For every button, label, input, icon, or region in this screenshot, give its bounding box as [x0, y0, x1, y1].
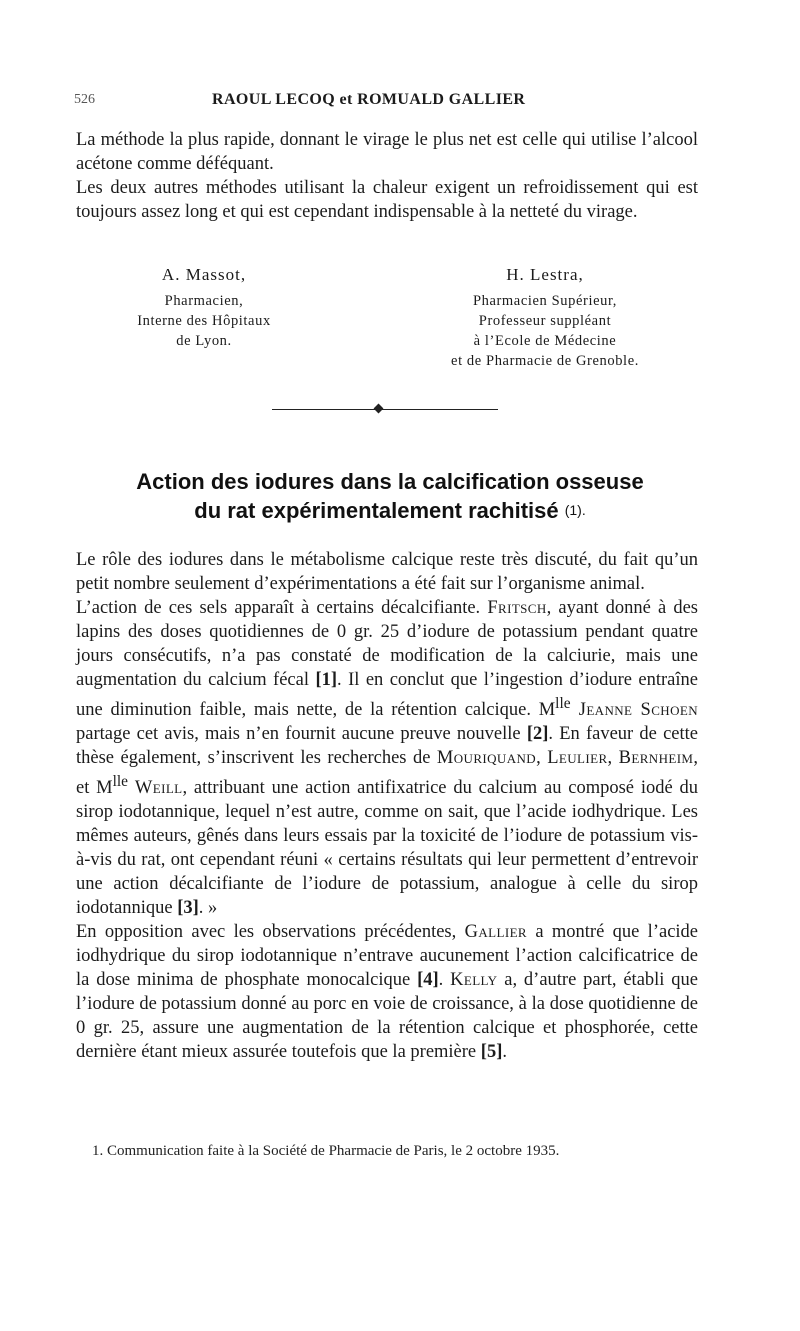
- separator-line: [272, 409, 498, 410]
- signature-left-line: Interne des Hôpitaux: [137, 313, 271, 329]
- intro-text: [76, 128, 698, 224]
- text-run: En opposition avec les observations précédentes,: [76, 922, 465, 943]
- author-name: Fritsch: [487, 598, 547, 618]
- article-title-line-2-text: du rat expérimentalement rachitisé: [194, 498, 559, 523]
- title-abbrev-superscript: lle: [555, 695, 571, 712]
- signature-right-name: H. Lestra,: [506, 265, 584, 284]
- text-run: a, d’autre part, établi que l’iodure de potassium donné au porc en voie de croissance, à la dose quotidienne de 0 gr. 25, assure une augmentation de la rétention calcique et phosphorée, cette dernière étant mieux assurée toutefois que la première: [76, 970, 698, 1063]
- running-title: RAOUL LECOQ et ROMUALD GALLIER: [212, 91, 526, 108]
- text-run: . Il en conclut que l’ingestion d’iodure entraîne une diminution faible, mais nette, de la rétention calcique. M: [76, 670, 698, 721]
- page-header: [74, 92, 694, 116]
- body-paragraph-3: [76, 920, 698, 1064]
- section-separator: [272, 404, 498, 414]
- author-name: Weill: [128, 778, 183, 799]
- citation-reference: [3]: [177, 898, 199, 919]
- text-run: , et M: [76, 748, 699, 799]
- text-run: . »: [198, 898, 218, 919]
- text-run: , attribuant une action antifixatrice du calcium au composé iodé du sirop iodotannique, lequel n’est autre, comme on sait, que l’acide iodhydrique. Les mêmes auteurs, gênés dans leurs essais par la toxicité de l’iodure de potassium vis-à-vis du rat, ont cependant réuni « certains résultats qui leur permettent d’entrevoir une action décalcifiante de l’iodure de potassium, analogue à celle du sirop iodotannique: [76, 778, 698, 919]
- signature-left-name: A. Massot,: [161, 265, 247, 284]
- author-name: Leulier: [547, 748, 608, 769]
- title-footnote-marker: (1).: [564, 502, 586, 518]
- signature-right-line: à l’Ecole de Médecine: [473, 333, 617, 349]
- body-paragraph-2: [76, 596, 698, 920]
- signatures: [80, 265, 680, 385]
- intro-paragraph-1: La méthode la plus rapide, donnant le virage le plus net est celle qui utilise l’alcool acétone comme déféquant.: [76, 130, 698, 174]
- signature-left-line: de Lyon.: [176, 333, 232, 349]
- text-run: partage cet avis, mais n’en fournit aucune preuve nouvelle: [76, 724, 527, 745]
- article-title-line-2: [80, 496, 700, 525]
- signature-left: [104, 265, 304, 351]
- intro-paragraph-2: Les deux autres méthodes utilisant la chaleur exigent un refroidissement qui est toujours assez long et qui est cependant indispensable à la netteté du virage.: [76, 178, 698, 222]
- text-run: . En faveur de cette thèse également, s’inscrivent les recherches de: [76, 724, 698, 769]
- citation-reference: [5]: [480, 1042, 503, 1063]
- diamond-ornament-icon: [374, 404, 384, 414]
- text-run: ,: [607, 748, 619, 769]
- signature-left-line: Pharmacien,: [164, 293, 244, 309]
- article-title-line-1: Action des iodures dans la calcification osseuse: [136, 469, 644, 494]
- text-run: .: [438, 970, 451, 991]
- text-run: a montré que l’acide iodhydrique du sirop iodotannique n’entrave aucunement l’action calcificatrice de la dose minima de phosphate monocalcique: [76, 922, 699, 991]
- page-number: 526: [74, 92, 95, 107]
- author-name: Jeanne Schoen: [570, 700, 698, 721]
- signature-right: [410, 265, 680, 371]
- text-run: .: [502, 1042, 507, 1063]
- body-paragraph-1: Le rôle des iodures dans le métabolisme calcique reste très discuté, du fait qu’un petit nombre seulement d’expérimentations a été fait sur l’organisme animal.: [76, 550, 698, 594]
- text-run: , ayant donné à des lapins des doses quotidiennes de 0 gr. 25 d’iodure de potassium pendant quatre jours consécutifs, n’a pas constaté de modification de la calciurie, mais une augmentation du calcium fécal: [76, 598, 698, 690]
- author-name: Bernheim: [618, 748, 694, 769]
- signature-right-line: Pharmacien Supérieur,: [472, 293, 618, 309]
- citation-reference: [1]: [315, 670, 338, 690]
- citation-reference: [2]: [526, 724, 549, 745]
- footnote: 1. Communication faite à la Société de Pharmacie de Paris, le 2 octobre 1935.: [92, 1143, 560, 1159]
- author-name: Gallier: [464, 922, 527, 943]
- signature-right-line: Professeur suppléant: [478, 313, 612, 329]
- signature-right-line: et de Pharmacie de Grenoble.: [451, 353, 639, 369]
- article-title: [80, 468, 700, 525]
- author-name: Mouriquand: [436, 748, 537, 769]
- author-name: Kelly: [450, 970, 498, 991]
- title-abbrev-superscript: lle: [112, 773, 129, 791]
- citation-reference: [4]: [417, 970, 439, 991]
- text-run: L’action de ces sels apparaît à certains décalcifiante.: [76, 598, 488, 618]
- article-body: [76, 548, 698, 1064]
- text-run: ,: [536, 748, 548, 769]
